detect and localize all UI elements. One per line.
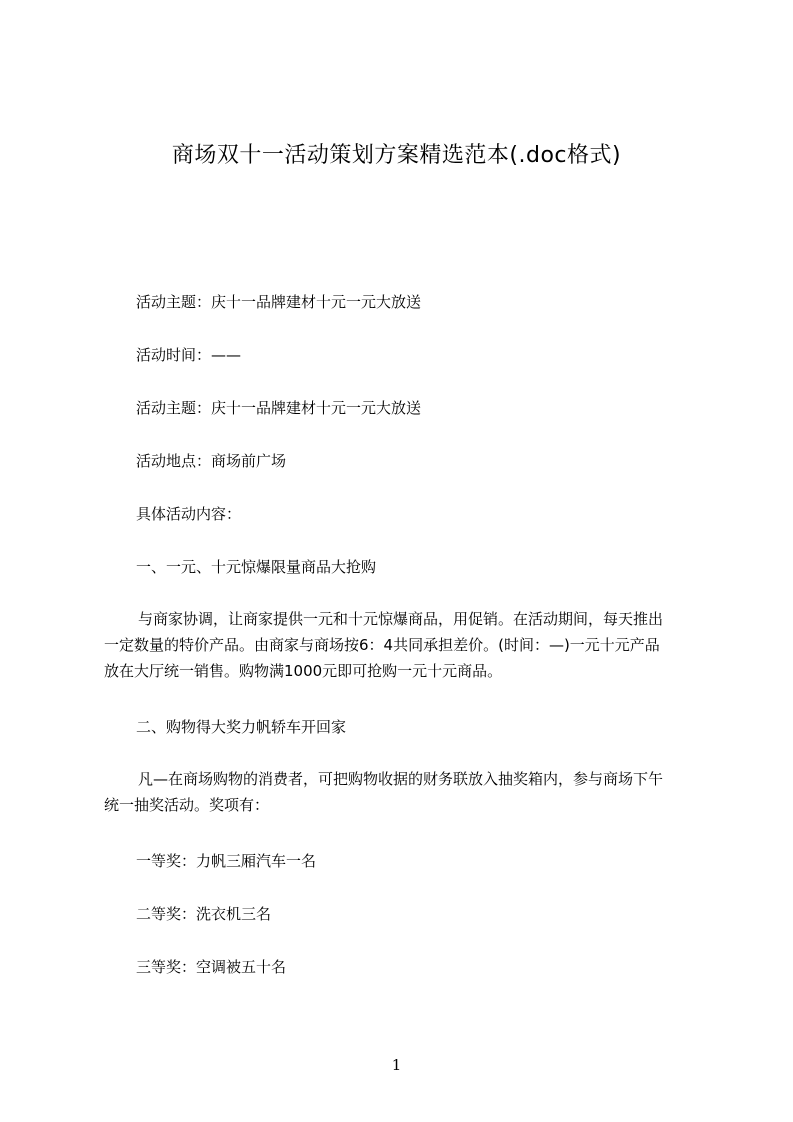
section-2-paragraph-row: 凡—在商场购物的消费者，可把购物收据的财务联放入抽奖箱内，参与商场下午 [138,770,664,788]
section-2-paragraph [104,766,698,818]
activity-theme-line: 活动主题：庆十一品牌建材十元一元大放送 [136,293,422,311]
section-2-paragraph-row: 统一抽奖活动。奖项有： [104,796,270,814]
section-2-heading: 二、购物得大奖力帆轿车开回家 [136,718,347,736]
document-title: 商场双十一活动策划方案精选范本(.doc格式) [171,143,622,168]
second-prize-line: 二等奖：洗衣机三名 [136,905,272,923]
section-1-paragraph-row: 与商家协调，让商家提供一元和十元惊爆商品，用促销。在活动期间，每天推出 [138,610,664,628]
page-number: 1 [391,1056,402,1074]
activity-theme-line-repeat: 活动主题：庆十一品牌建材十元一元大放送 [136,399,422,417]
section-1-paragraph-row: 放在大厅统一销售。购物满1000元即可抢购一元十元商品。 [104,662,503,680]
first-prize-line: 一等奖：力帆三厢汽车一名 [136,852,317,870]
activity-content-heading: 具体活动内容： [136,505,242,523]
activity-location-line: 活动地点：商场前广场 [136,452,287,470]
section-1-paragraph [104,606,698,684]
third-prize-line: 三等奖：空调被五十名 [136,958,287,976]
section-1-heading: 一、一元、十元惊爆限量商品大抢购 [136,558,377,576]
activity-time-line: 活动时间：—— [136,346,242,364]
section-1-paragraph-row: 一定数量的特价产品。由商家与商场按6：4共同承担差价。(时间：—)一元十元产品 [104,636,660,654]
